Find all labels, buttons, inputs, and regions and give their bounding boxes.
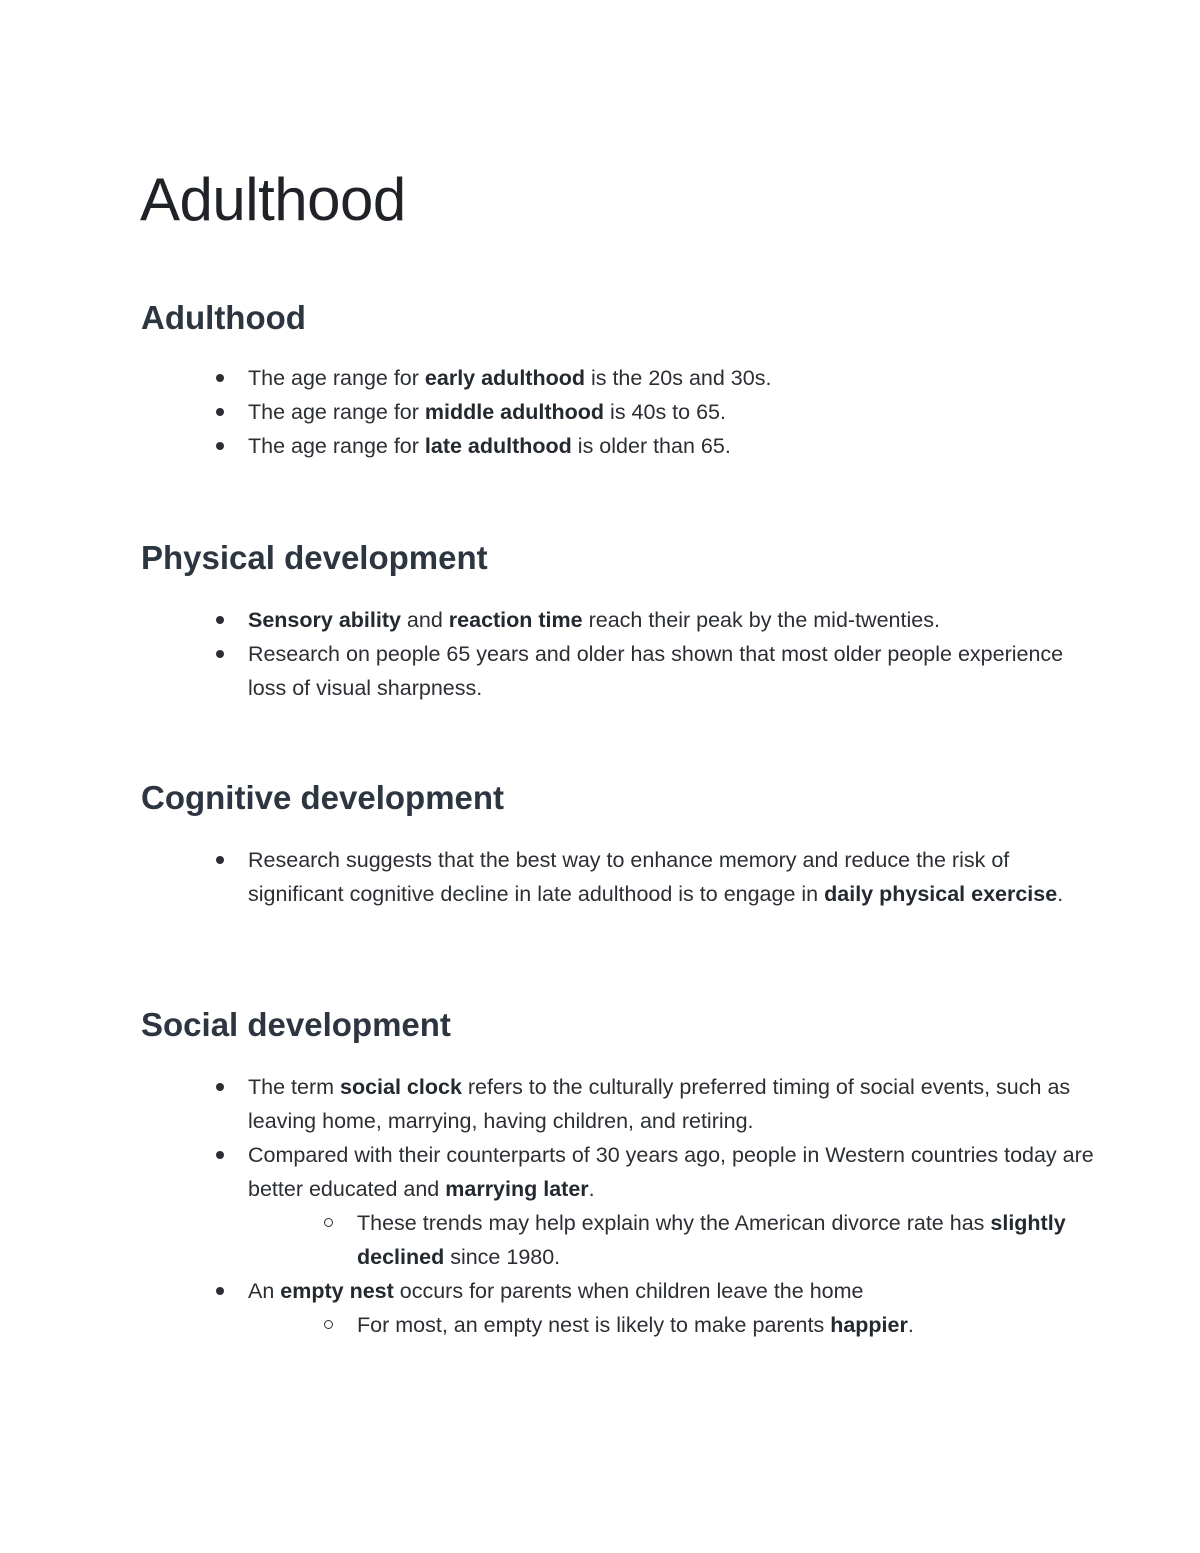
- bold-term: Sensory ability: [248, 608, 401, 632]
- section-cognitive-development: [141, 778, 1101, 911]
- bullet-icon: [216, 1083, 224, 1091]
- bold-term: early adulthood: [424, 366, 585, 390]
- list-item-text: [357, 1211, 1066, 1269]
- text-run: Research on people 65 years and older has shown that most older people experience loss of visual sharpness.: [248, 642, 1064, 700]
- list-item: [141, 603, 1101, 637]
- bullet-list: [141, 361, 1101, 463]
- section-heading: Physical development: [141, 539, 488, 576]
- sub-bullet-list: [248, 1206, 1101, 1274]
- bold-term: social clock: [340, 1075, 462, 1099]
- text-run: Compared with their counterparts of 30 years ago, people in Western countries today are better educated and: [248, 1143, 1094, 1201]
- bullet-list: [141, 603, 1101, 705]
- text-run: .: [1057, 882, 1064, 906]
- text-run: An: [248, 1279, 281, 1303]
- text-run: refers to the culturally preferred timing of social events, such as leaving home, marrying, having children, and retiring.: [248, 1075, 1071, 1133]
- bold-term: empty nest: [280, 1279, 394, 1303]
- sub-list-item: [141, 1308, 1101, 1342]
- document-title: Adulthood: [140, 166, 406, 233]
- list-item-text: [248, 608, 940, 632]
- bullet-icon: [216, 1287, 224, 1295]
- list-item-text: [248, 1075, 1070, 1133]
- text-run: These trends may help explain why the American divorce rate has: [357, 1211, 991, 1235]
- bullet-list: [141, 1070, 1101, 1342]
- bold-term: late adulthood: [424, 434, 572, 458]
- bullet-icon: [216, 650, 224, 658]
- list-item: [141, 637, 1101, 705]
- text-run: Research suggests that the best way to enhance memory and reduce the risk of significant cognitive decline in late adulthood is to engage in: [248, 848, 1010, 906]
- sub-bullet-list: [248, 1308, 1101, 1342]
- list-item-text: [248, 642, 1063, 700]
- bullet-icon: [216, 616, 224, 624]
- list-item-text: [248, 434, 731, 458]
- section-social-development: [141, 1005, 1101, 1342]
- bold-term: happier: [830, 1313, 908, 1337]
- bullet-icon: [216, 374, 224, 382]
- list-item: [141, 1070, 1101, 1138]
- text-run: is older than 65.: [571, 434, 731, 458]
- text-run: The age range for: [248, 434, 425, 458]
- text-run: since 1980.: [444, 1245, 561, 1269]
- sub-list-container: [141, 1206, 1101, 1274]
- text-run: occurs for parents when children leave the home: [393, 1279, 864, 1303]
- bold-term: daily physical exercise: [824, 882, 1058, 906]
- sub-list-item: [141, 1206, 1101, 1274]
- bold-term: slightly declined: [357, 1211, 1066, 1269]
- bullet-list: [141, 843, 1101, 911]
- text-run: The term: [248, 1075, 340, 1099]
- section-heading: Social development: [141, 1006, 451, 1043]
- list-item-text: [248, 1143, 1094, 1201]
- text-run: .: [907, 1313, 914, 1337]
- hollow-bullet-icon: [324, 1320, 333, 1329]
- list-item: [141, 361, 1101, 395]
- sub-list-container: [141, 1308, 1101, 1342]
- bold-term: marrying later: [445, 1177, 589, 1201]
- section-heading: Cognitive development: [141, 779, 505, 816]
- section-heading: Adulthood: [141, 299, 306, 336]
- text-run: For most, an empty nest is likely to make parents: [357, 1313, 831, 1337]
- text-run: and: [400, 608, 449, 632]
- text-run: is the 20s and 30s.: [584, 366, 772, 390]
- text-run: .: [588, 1177, 595, 1201]
- text-run: reach their peak by the mid-twenties.: [582, 608, 940, 632]
- text-run: The age range for: [248, 366, 425, 390]
- bullet-icon: [216, 1151, 224, 1159]
- list-item-text: [248, 848, 1063, 906]
- hollow-bullet-icon: [324, 1218, 333, 1227]
- bullet-icon: [216, 856, 224, 864]
- list-item: [141, 429, 1101, 463]
- bullet-icon: [216, 442, 224, 450]
- list-item: [141, 843, 1101, 911]
- text-run: is 40s to 65.: [604, 400, 726, 424]
- section-physical-development: [141, 538, 1101, 705]
- list-item-text: [248, 366, 771, 390]
- list-item-text: [357, 1313, 914, 1337]
- section-adulthood: [141, 298, 1101, 463]
- bullet-icon: [216, 408, 224, 416]
- list-item: [141, 1274, 1101, 1308]
- bold-term: reaction time: [448, 608, 583, 632]
- list-item-text: [248, 1279, 863, 1303]
- list-item: [141, 395, 1101, 429]
- text-run: The age range for: [248, 400, 425, 424]
- list-item-text: [248, 400, 726, 424]
- bold-term: middle adulthood: [424, 400, 605, 424]
- list-item: [141, 1138, 1101, 1206]
